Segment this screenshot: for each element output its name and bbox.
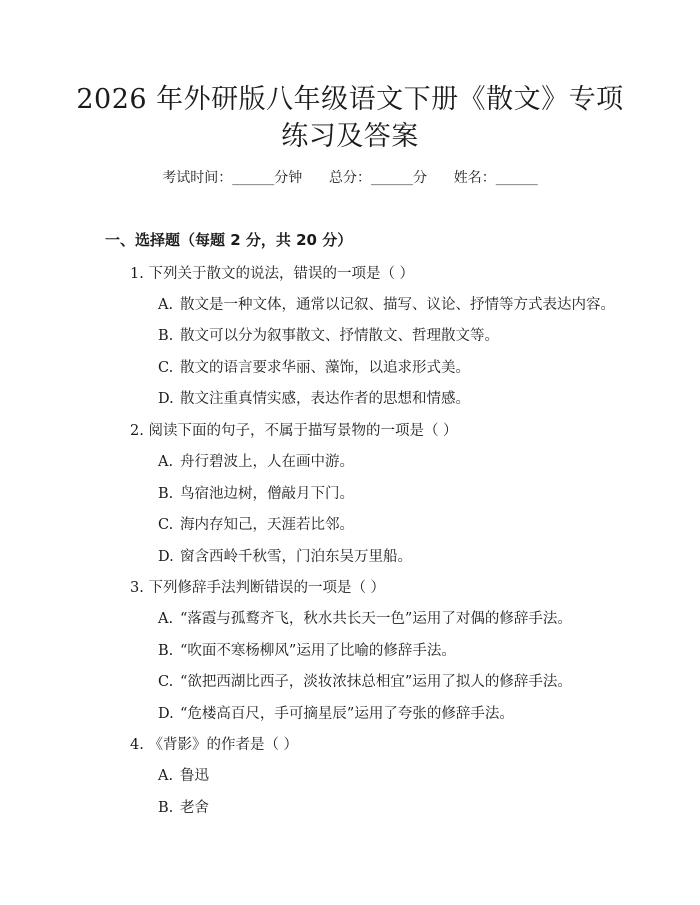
option-text: 舟行碧波上，人在画中游。 — [180, 454, 354, 470]
question-stem: 2. 阅读下面的句子，不属于描写景物的一项是（ ） — [130, 423, 458, 439]
option-letter: C. — [158, 517, 174, 533]
option-item — [158, 764, 209, 785]
option-letter: A. — [158, 454, 174, 470]
question-stem: 3. 下列修辞手法判断错误的一项是（ ） — [130, 580, 386, 596]
option-text: 老舍 — [180, 800, 209, 816]
option-letter: D. — [158, 706, 174, 722]
section-heading: 一、选择题（每题 2 分，共 20 分） — [105, 231, 353, 249]
option-item — [158, 482, 354, 503]
option-letter: A. — [158, 768, 174, 784]
option-item — [158, 607, 572, 628]
option-item — [158, 545, 412, 566]
option-item — [158, 293, 615, 314]
option-text: 鸟宿池边树，僧敲月下门。 — [180, 486, 354, 502]
document-title-line1: 2026 年外研版八年级语文下册《散文》专项 — [76, 84, 624, 115]
option-text: 散文注重真情实感，表达作者的思想和情感。 — [180, 391, 470, 407]
option-item — [158, 387, 470, 408]
option-letter: D. — [158, 549, 174, 565]
option-letter: D. — [158, 391, 174, 407]
option-item — [158, 324, 499, 345]
option-item — [158, 356, 470, 377]
option-text: 散文可以分为叙事散文、抒情散文、哲理散文等。 — [180, 328, 499, 344]
option-letter: A. — [158, 297, 174, 313]
option-text: “欲把西湖比西子，淡妆浓抹总相宜”运用了拟人的修辞手法。 — [180, 674, 572, 690]
option-text: 海内存知己，天涯若比邻。 — [180, 517, 354, 533]
option-text: 散文的语言要求华丽、藻饰，以追求形式美。 — [180, 360, 470, 376]
option-text: 窗含西岭千秋雪，门泊东吴万里船。 — [180, 549, 412, 565]
option-letter: B. — [158, 800, 174, 816]
option-text: “吹面不寒杨柳风”运用了比喻的修辞手法。 — [180, 643, 456, 659]
option-text: 鲁迅 — [180, 768, 209, 784]
option-text: 散文是一种文体，通常以记叙、描写、议论、抒情等方式表达内容。 — [180, 297, 615, 313]
option-text: “落霞与孤鹜齐飞，秋水共长天一色”运用了对偶的修辞手法。 — [180, 611, 572, 627]
option-text: “危楼高百尺，手可摘星辰”运用了夸张的修辞手法。 — [180, 706, 514, 722]
option-item — [158, 450, 354, 471]
option-item — [158, 513, 354, 534]
option-letter: B. — [158, 486, 174, 502]
option-item — [158, 702, 514, 723]
option-letter: B. — [158, 328, 174, 344]
option-letter: C. — [158, 360, 174, 376]
option-item — [158, 670, 572, 691]
option-item — [158, 796, 209, 817]
question-stem: 4. 《背影》的作者是（ ） — [130, 737, 299, 753]
option-letter: A. — [158, 611, 174, 627]
option-letter: B. — [158, 643, 174, 659]
option-item — [158, 639, 456, 660]
option-letter: C. — [158, 674, 174, 690]
document-title-line2: 练习及答案 — [281, 121, 419, 152]
exam-info: 考试时间：______分钟 总分：______分 姓名：______ — [162, 170, 538, 186]
question-stem: 1. 下列关于散文的说法，错误的一项是（ ） — [130, 266, 415, 282]
